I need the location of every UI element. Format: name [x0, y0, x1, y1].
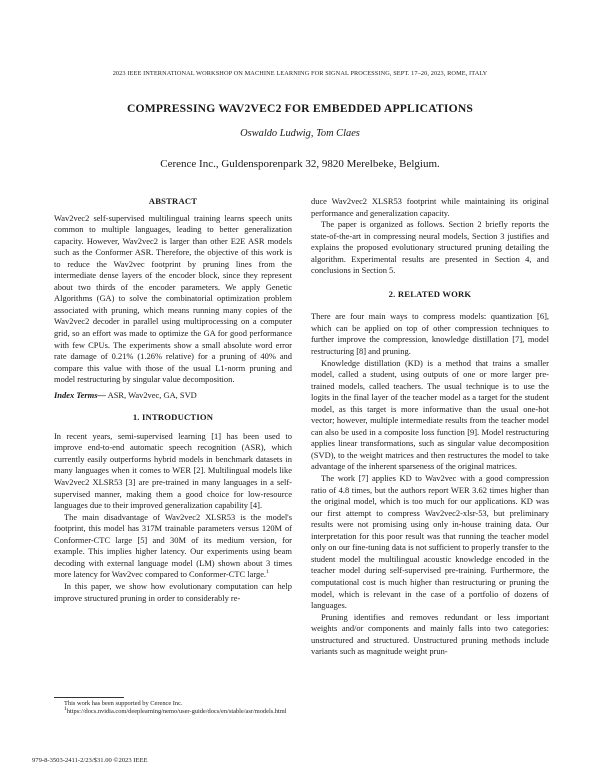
intro-paragraph-2: [54, 512, 292, 581]
intro-paragraph-1: In recent years, semi-supervised learning [1] has been used to improve end-to-end automatic speech recognition (ASR), which currently easily outperforms hybrid models in benchmark datasets in many languages when it comes to WER [2]. Multilingual models like Wav2vec2 XLSR53 [3] are pre-trained in many languages in a self-supervised manner, making them a good choice for low-resource languages due to their improved generalization capability [4].: [54, 430, 292, 511]
introduction-heading: 1. INTRODUCTION: [132, 412, 214, 423]
related-paragraph-3: The work [7] applies KD to Wav2vec with a good compression ratio of 4.8 times, but the authors report WER 3.62 times higher than the original model, which is too much for our applications. KD was our first attempt to compress Wav2vec2-xlsr-53, but preliminary results were not promising using only in-house training data. Our interpretation for this poor result was that running the teacher model only on our fine-tuning data is not sufficient to properly transfer to the student model the multilingual acoustic knowledge encoded in the teacher model during self-supervised pre-training. Furthermore, the computational cost is much higher than restructuring or pruning the model, which is relevant in the case of a portfolio of dozens of languages.: [311, 473, 549, 611]
intro-continuation: duce Wav2vec2 XLSR53 footprint while maintaining its original performance and generalization capacity.: [311, 196, 549, 218]
intro-paragraph-2-text: The main disadvantage of Wav2vec2 XLSR53 is the model's footprint, this model has 317M trainable parameters versus 120M of Conformer-CTC large [5] and 30M of its medium version, for example. This implies higher latency. Our experiments using beam decoding with external language model (LM) shown about 3 times more latency for Wav2vec compared to Conformer-CTC large.: [54, 511, 292, 580]
left-column: [54, 196, 292, 604]
footnote-1-url: https://docs.nvidia.com/deeplearning/nemo/user-guide/docs/en/stable/asr/models.html: [66, 708, 287, 716]
abstract-text: Wav2vec2 self-supervised multilingual training learns speech units common to multiple languages, leading to better generalization capacity. However, Wav2vec2 is larger than other E2E ASR models such as the Conformer ASR. Therefore, the objective of this work is to reduce the Wav2vec footprint by pruning lines from the intermediate dense layers of the encoder block, since they represent about two thirds of the encoder parameters. We apply Genetic Algorithms (GA) to solve the combinatorial optimization problem associated with pruning, which means running many copies of the Wav2vec2 decoder in parallel using multiprocessing on a computer grid, so an effort was made to optimize the GA for good performance with few CPUs. The experiments show a small absolute word error rate damage of 0.21% (1.26% relative) for a pruning of 40% and compare this value with those of the usual L1-norm pruning and model restructuring by singular value decomposition.: [54, 212, 292, 385]
related-work-heading: 2. RELATED WORK: [388, 288, 472, 299]
footnote-1: [54, 708, 292, 716]
intro-paragraph-3: In this paper, we show how evolutionary computation can help improve structured pruning in order to considerably re-: [54, 580, 292, 603]
support-footnote: This work has been supported by Cerence Inc.: [64, 700, 183, 707]
related-paragraph-4: Pruning identifies and removes redundant or less important weights and/or components and mainly falls into two categories: unstructured and structured. Unstructured pruning methods include variants such as magnitude weight prun-: [311, 611, 549, 657]
affiliation: Cerence Inc., Guldensporenpark 32, 9820 Merelbeke, Belgium.: [160, 158, 440, 170]
index-terms-label: Index Terms—: [54, 389, 106, 400]
authors: Oswaldo Ludwig, Tom Claes: [240, 128, 360, 139]
right-column: [311, 196, 549, 658]
footnote-rule: [54, 697, 124, 698]
related-paragraph-2: Knowledge distillation (KD) is a method that trains a smaller model, called a student, using outputs of one or more larger pre-trained models, called teachers. The usual technique is to use the logits in the final layer of the teacher model as a target for the student model, as this target is more informative than the usual one-hot vector; however, multiple intermediate results from the teacher model can also be used in a composite loss function [9]. Model restructuring applies linear transformations, such as singular value decomposition (SVD), to the weight matrices and then restructures the model to take advantage of the inherent sparseness of the original matrices.: [311, 357, 549, 472]
paper-title: COMPRESSING WAV2VEC2 FOR EMBEDDED APPLICATIONS: [126, 102, 474, 115]
index-terms-text: ASR, Wav2vec, GA, SVD: [105, 389, 197, 400]
related-paragraph-1: There are four main ways to compress models: quantization [6], which can be applied on top of other compression techniques to further improve the compression, knowledge distillation [7], model restructuring [8] and pruning.: [311, 311, 549, 357]
copyright-footer: 979-8-3503-2411-2/23/$31.00 ©2023 IEEE: [32, 757, 148, 764]
footnote-ref-1: 1: [266, 569, 269, 576]
paper-organization: The paper is organized as follows. Section 2 briefly reports the state-of-the-art in compressing neural models, Section 3 justifies and explains the proposed evolutionary structured pruning detailing the algorithm. Experimental results are presented in Section 4, and conclusions in Section 5.: [311, 219, 549, 276]
running-header: 2023 IEEE INTERNATIONAL WORKSHOP ON MACHINE LEARNING FOR SIGNAL PROCESSING, SEPT. 17–20, 2023, ROME, ITALY: [112, 70, 488, 77]
footnote-1-mark: 1: [64, 706, 67, 713]
abstract-heading: ABSTRACT: [148, 196, 198, 206]
footnotes: [54, 700, 292, 717]
index-terms: [54, 390, 292, 402]
